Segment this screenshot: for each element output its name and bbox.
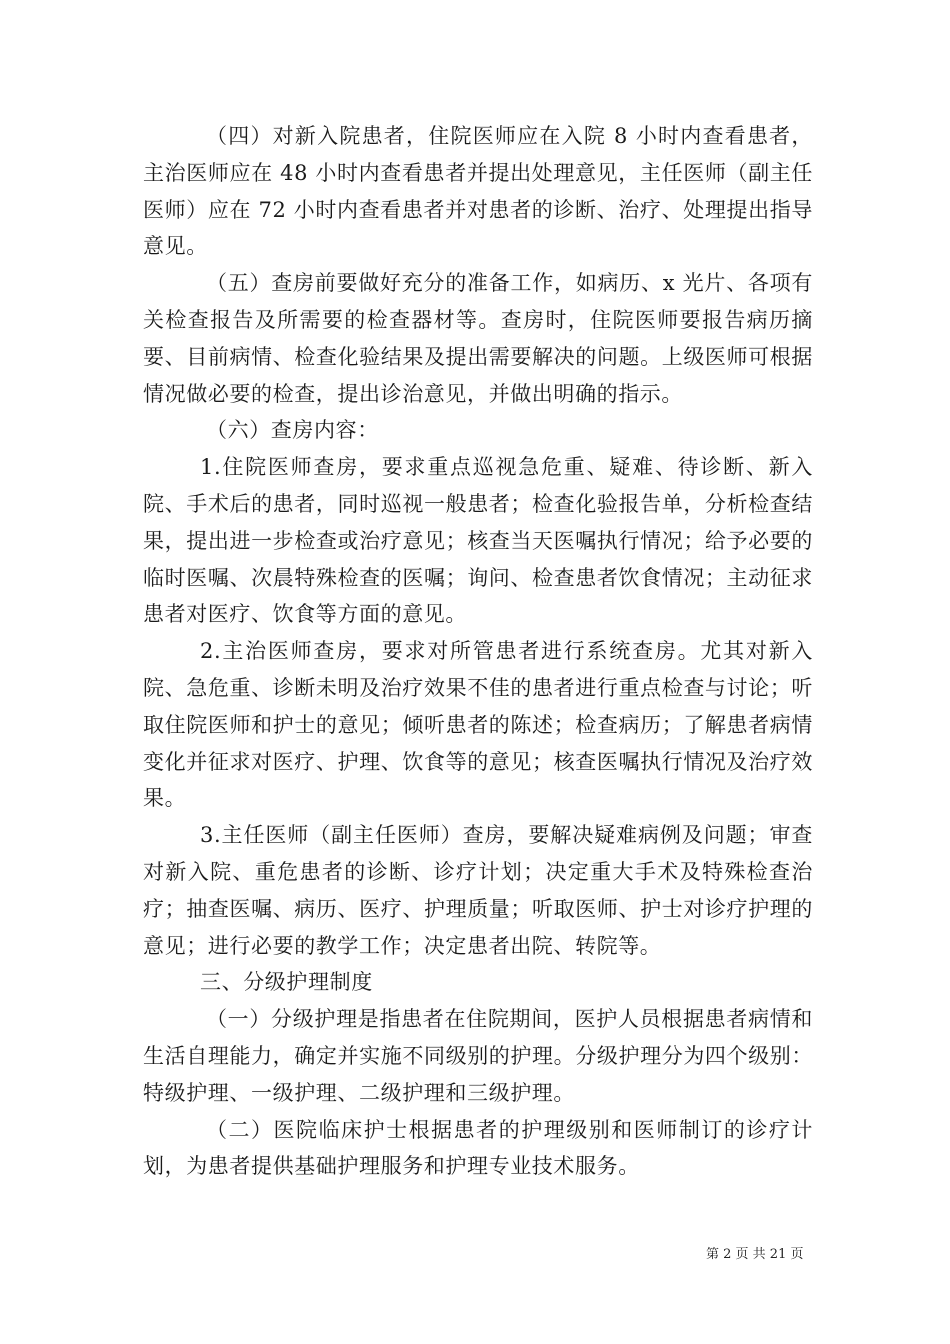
paragraph-chief-rounds: 3.主任医师（副主任医师）查房，要解决疑难病例及问题；审查对新入院、重危患者的诊断、诊疗计划；决定重大手术及特殊检查治疗；抽查医嘱、病历、医疗、护理质量；听取医师、护士对诊疗护理的意见；进行必要的教学工作；决定患者出院、转院等。 (143, 823, 813, 958)
paragraph-nursing-1: （一）分级护理是指患者在住院期间，医护人员根据患者病情和生活自理能力，确定并实施不同级别的护理。分级护理分为四个级别：特级护理、一级护理、二级护理和三级护理。 (143, 1007, 813, 1105)
paragraph-item-5: （五）查房前要做好充分的准备工作，如病历、x 光片、各项有关检查报告及所需要的检查器材等。查房时，住院医师要报告病历摘要、目前病情、检查化验结果及提出需要解决的问题。上级医师可根据情况做必要的检查，提出诊治意见，并做出明确的指示。 (143, 271, 813, 406)
document-body (143, 118, 813, 1185)
paragraph-attending-rounds: 2.主治医师查房，要求对所管患者进行系统查房。尤其对新入院、急危重、诊断未明及治疗效果不佳的患者进行重点检查与讨论；听取住院医师和护士的意见；倾听患者的陈述；检查病历；了解患者病情变化并征求对医疗、护理、饮食等的意见；核查医嘱执行情况及治疗效果。 (143, 639, 813, 811)
page-number: 第 2 页 共 21 页 (706, 1247, 804, 1262)
paragraph-resident-rounds: 1.住院医师查房，要求重点巡视急危重、疑难、待诊断、新入院、手术后的患者，同时巡视一般患者；检查化验报告单，分析检查结果，提出进一步检查或治疗意见；核查当天医嘱执行情况；给予必要的临时医嘱、次晨特殊检查的医嘱；询问、检查患者饮食情况；主动征求患者对医疗、饮食等方面的意见。 (143, 455, 813, 627)
paragraph-item-6-heading: （六）查房内容： (206, 418, 379, 443)
paragraph-nursing-2: （二）医院临床护士根据患者的护理级别和医师制订的诊疗计划，为患者提供基础护理服务和护理专业技术服务。 (143, 1117, 813, 1179)
section-heading: 三、分级护理制度 (200, 970, 373, 995)
paragraph-item-4: （四）对新入院患者，住院医师应在入院 8 小时内查看患者，主治医师应在 48 小时内查看患者并提出处理意见，主任医师（副主任医师）应在 72 小时内查看患者并对患者的诊断、治疗、处理提出指导意见。 (143, 124, 813, 259)
